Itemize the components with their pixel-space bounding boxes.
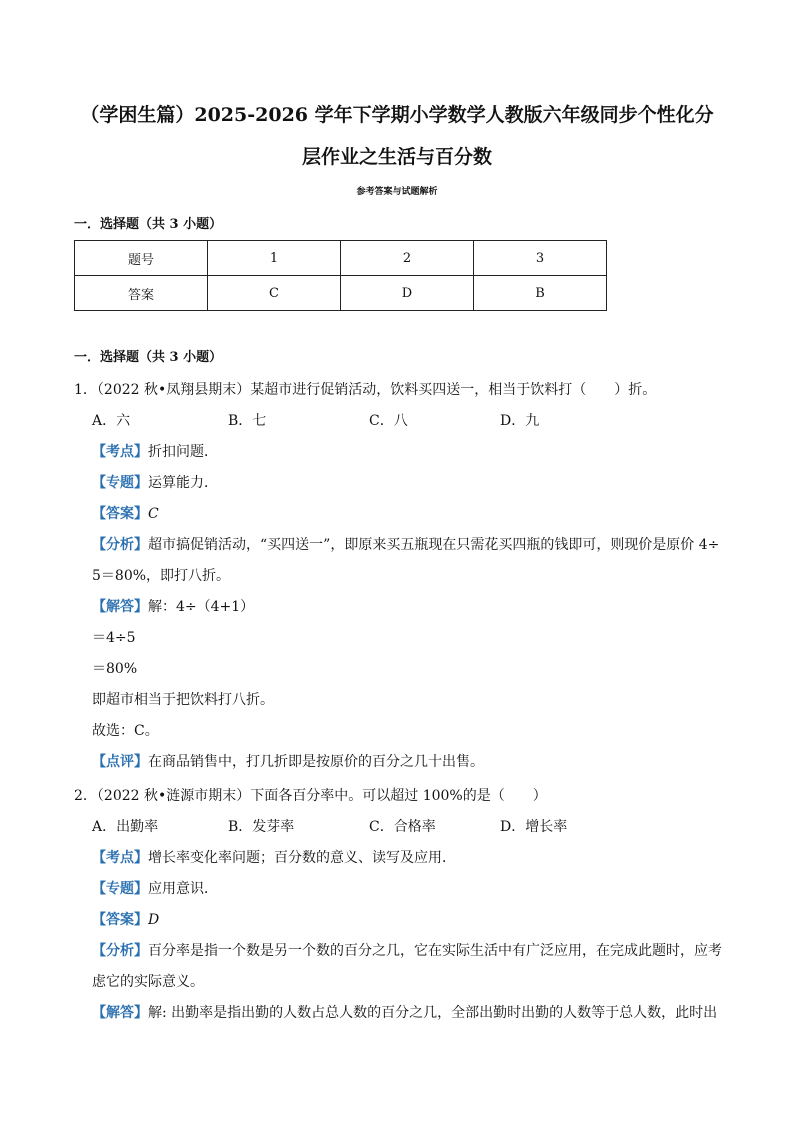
- q2-kaodian: 【考点】增长率变化率问题；百分数的意义、读写及应用．: [92, 850, 456, 866]
- q1-jieda-step-3: ＝80%: [92, 661, 138, 677]
- table-cell: 1: [208, 241, 341, 276]
- section-heading: 一．选择题（共 3 小题）: [74, 350, 223, 365]
- table-cell: D: [341, 276, 474, 311]
- q2-option-d: D．增长率: [500, 819, 568, 835]
- table-cell: C: [208, 276, 341, 311]
- q1-jieda-step-2: ＝4÷5: [92, 630, 136, 646]
- answer-table: [74, 240, 607, 311]
- question-1-stem: 1．（2022 秋•凤翔县期末）某超市进行促销活动，饮料买四送一，相当于饮料打（ ）折。: [74, 382, 657, 398]
- label-tag: 【专题】: [92, 475, 148, 491]
- table-row: [75, 241, 607, 276]
- q2-fenxi-cont: 虑它的实际意义。: [92, 974, 204, 990]
- table-cell-label: 题号: [75, 241, 208, 276]
- q2-jieda: 【解答】解: 出勤率是指出勤的人数占总人数的百分之几，全部出勤时出勤的人数等于总人数，此时出: [92, 1005, 718, 1021]
- q1-jieda: 【解答】解：4÷（4+1）: [92, 599, 255, 615]
- q2-fenxi: 【分析】百分率是指一个数是另一个数的百分之几，它在实际生活中有广泛应用，在完成此题时，应考: [92, 943, 722, 959]
- q1-jieda-step-5: 故选：C。: [92, 723, 159, 739]
- q2-option-b: B．发芽率: [228, 819, 295, 835]
- label-tag: 【考点】: [92, 850, 148, 866]
- q1-option-a: A．六: [92, 413, 131, 429]
- table-cell: B: [474, 276, 607, 311]
- section-heading: 一．选择题（共 3 小题）: [74, 217, 223, 232]
- q1-option-b: B．七: [228, 413, 267, 429]
- label-tag: 【点评】: [92, 754, 148, 770]
- table-cell: 2: [341, 241, 474, 276]
- label-tag: 【分析】: [92, 537, 148, 553]
- doc-title-line-2: 层作业之生活与百分数: [301, 146, 492, 168]
- q1-fenxi: 【分析】超市搞促销活动，“买四送一”，即原来买五瓶现在只需花买四瓶的钱即可，则现价是原价 4÷: [92, 537, 720, 553]
- q2-zhuanti: 【专题】应用意识．: [92, 881, 218, 897]
- q1-jieda-step-4: 即超市相当于把饮料打八折。: [92, 692, 274, 708]
- label-tag: 【考点】: [92, 444, 148, 460]
- label-tag: 【分析】: [92, 943, 148, 959]
- label-tag: 【答案】: [92, 506, 148, 522]
- table-cell: 3: [474, 241, 607, 276]
- q1-fenxi-cont: 5＝80%，即打八折。: [92, 568, 231, 584]
- q1-option-c: C．八: [369, 413, 408, 429]
- q2-option-c: C．合格率: [369, 819, 436, 835]
- q1-dianping: 【点评】在商品销售中，打几折即是按原价的百分之几十出售。: [92, 754, 484, 770]
- table-cell-label: 答案: [75, 276, 208, 311]
- q1-kaodian: 【考点】折扣问题．: [92, 444, 218, 460]
- q2-option-a: A．出勤率: [92, 819, 159, 835]
- label-tag: 【专题】: [92, 881, 148, 897]
- question-2-stem: 2．（2022 秋•涟源市期末）下面各百分率中。可以超过 100%的是（ ）: [74, 788, 547, 804]
- table-row: [75, 276, 607, 311]
- q2-daan: 【答案】D: [92, 912, 160, 928]
- doc-title-line-1: （学困生篇）2025-2026 学年下学期小学数学人教版六年级同步个性化分: [80, 104, 714, 126]
- doc-subtitle: 参考答案与试题解析: [356, 187, 438, 197]
- q1-daan: 【答案】C: [92, 506, 159, 522]
- q1-zhuanti: 【专题】运算能力．: [92, 475, 218, 491]
- label-tag: 【答案】: [92, 912, 148, 928]
- label-tag: 【解答】: [92, 1005, 148, 1021]
- q1-option-d: D．九: [500, 413, 540, 429]
- label-tag: 【解答】: [92, 599, 148, 615]
